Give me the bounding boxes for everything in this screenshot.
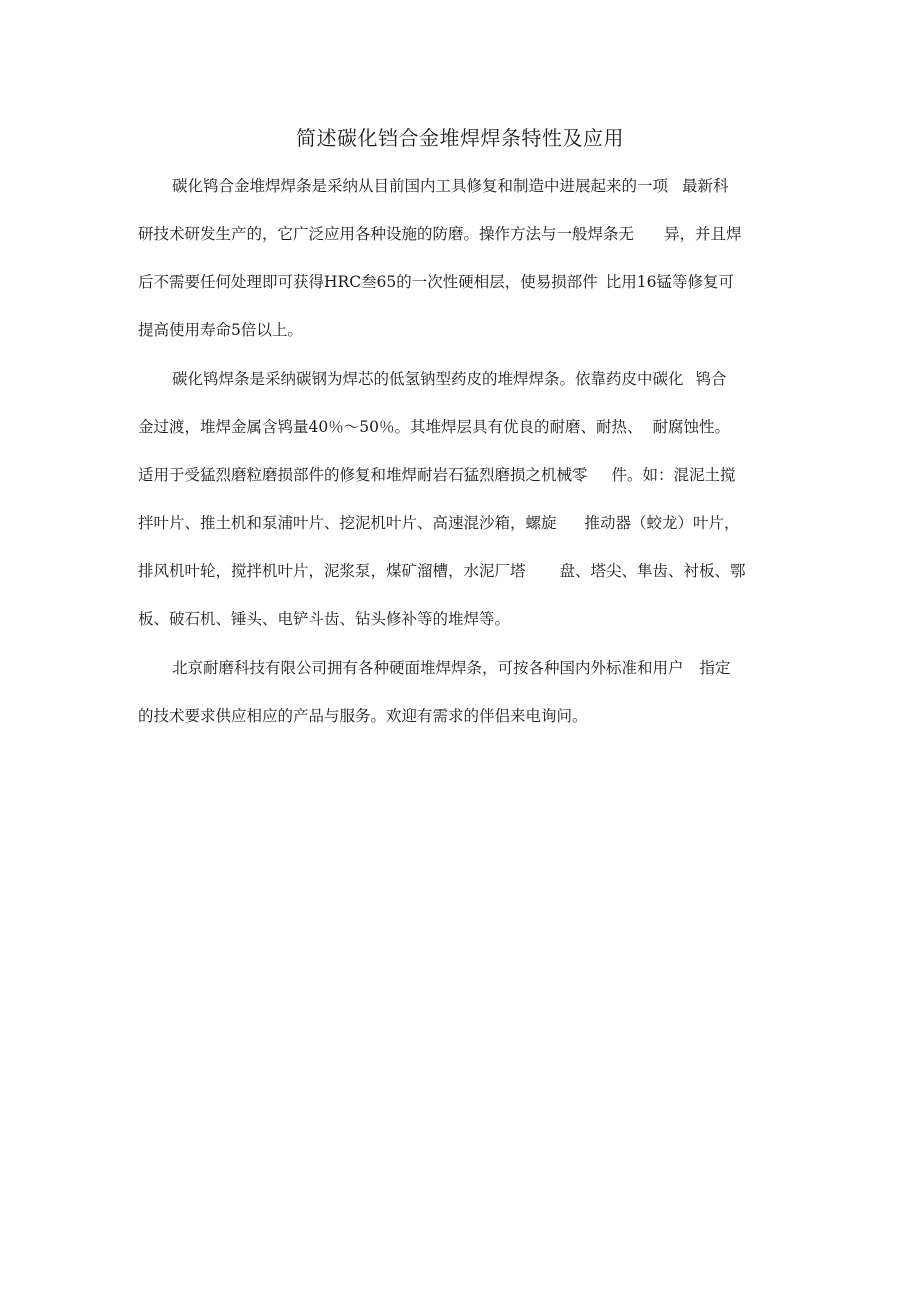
text-segment: 指定 [699, 659, 731, 677]
text-segment: 鸨合 [695, 370, 727, 388]
text-segment: 北京耐磨科技有限公司拥有各种硬面堆焊焊条，可按各种国内外标准和用户 [172, 659, 684, 677]
paragraph-1-line-1 [138, 171, 786, 201]
text-segment: 碳化鸨合金堆焊焊条是采纳从目前国内工具修复和制造中进展起来的一项 [172, 177, 669, 195]
text-segment: 的技术要求供应相应的产品与服务。欢迎有需求的伴侣来电询问。 [138, 707, 588, 725]
paragraph-1-line-2 [138, 219, 786, 249]
text-segment: 耐腐蚀性。 [652, 418, 730, 436]
text-segment: 后不需要任何处理即可获得HRC叁65的一次性硬相层，使易损部件 [138, 273, 598, 291]
document-title: 简述碳化铛合金堆焊焊条特性及应用 [296, 126, 624, 150]
text-segment: 异，并且焊 [664, 225, 742, 243]
paragraph-2-line-1 [138, 364, 786, 394]
text-segment: 推动器（蛟龙）叶片， [584, 514, 740, 532]
paragraph-1-line-4 [138, 315, 786, 345]
paragraph-1-line-3 [138, 267, 786, 297]
paragraph-2-line-6 [138, 604, 786, 634]
text-segment: 拌叶片、推土机和泵浦叶片、挖泥机叶片、高速混沙箱，螺旋 [138, 514, 557, 532]
text-segment: 盘、塔尖、隼齿、衬板、鄂 [559, 562, 746, 580]
paragraph-2-line-5 [138, 556, 786, 586]
text-segment: 排风机叶轮，搅拌机叶片，泥浆泵，煤矿溜槽，水泥厂塔 [138, 562, 526, 580]
paragraph-3-line-2 [138, 701, 786, 731]
text-segment: 提高使用寿命5倍以上。 [138, 321, 303, 339]
text-segment: 比用16锰等修复可 [605, 273, 735, 291]
text-segment: 研技术研发生产的，它广泛应用各种设施的防磨。操作方法与一般焊条无 [138, 225, 635, 243]
paragraph-3-line-1 [138, 653, 786, 683]
text-segment: 板、破石机、锤头、电铲斗齿、钻头修补等的堆焊等。 [138, 610, 511, 628]
paragraph-2-line-3 [138, 460, 786, 490]
text-segment: 件。如：混泥土搅 [611, 466, 736, 484]
text-segment: 碳化鸨焊条是采纳碳钢为焊芯的低氢钠型药皮的堆焊焊条。依靠药皮中碳化 [172, 370, 684, 388]
text-segment: 适用于受猛烈磨粒磨损部件的修复和堆焊耐岩石猛烈磨损之机械零 [138, 466, 588, 484]
paragraph-2-line-4 [138, 508, 786, 538]
text-segment: 金过渡，堆焊金属含鸨量40％～50％。其堆焊层具有优良的耐磨、耐热、 [138, 418, 643, 436]
paragraph-2-line-2 [138, 412, 786, 442]
text-segment: 最新科 [682, 177, 729, 195]
